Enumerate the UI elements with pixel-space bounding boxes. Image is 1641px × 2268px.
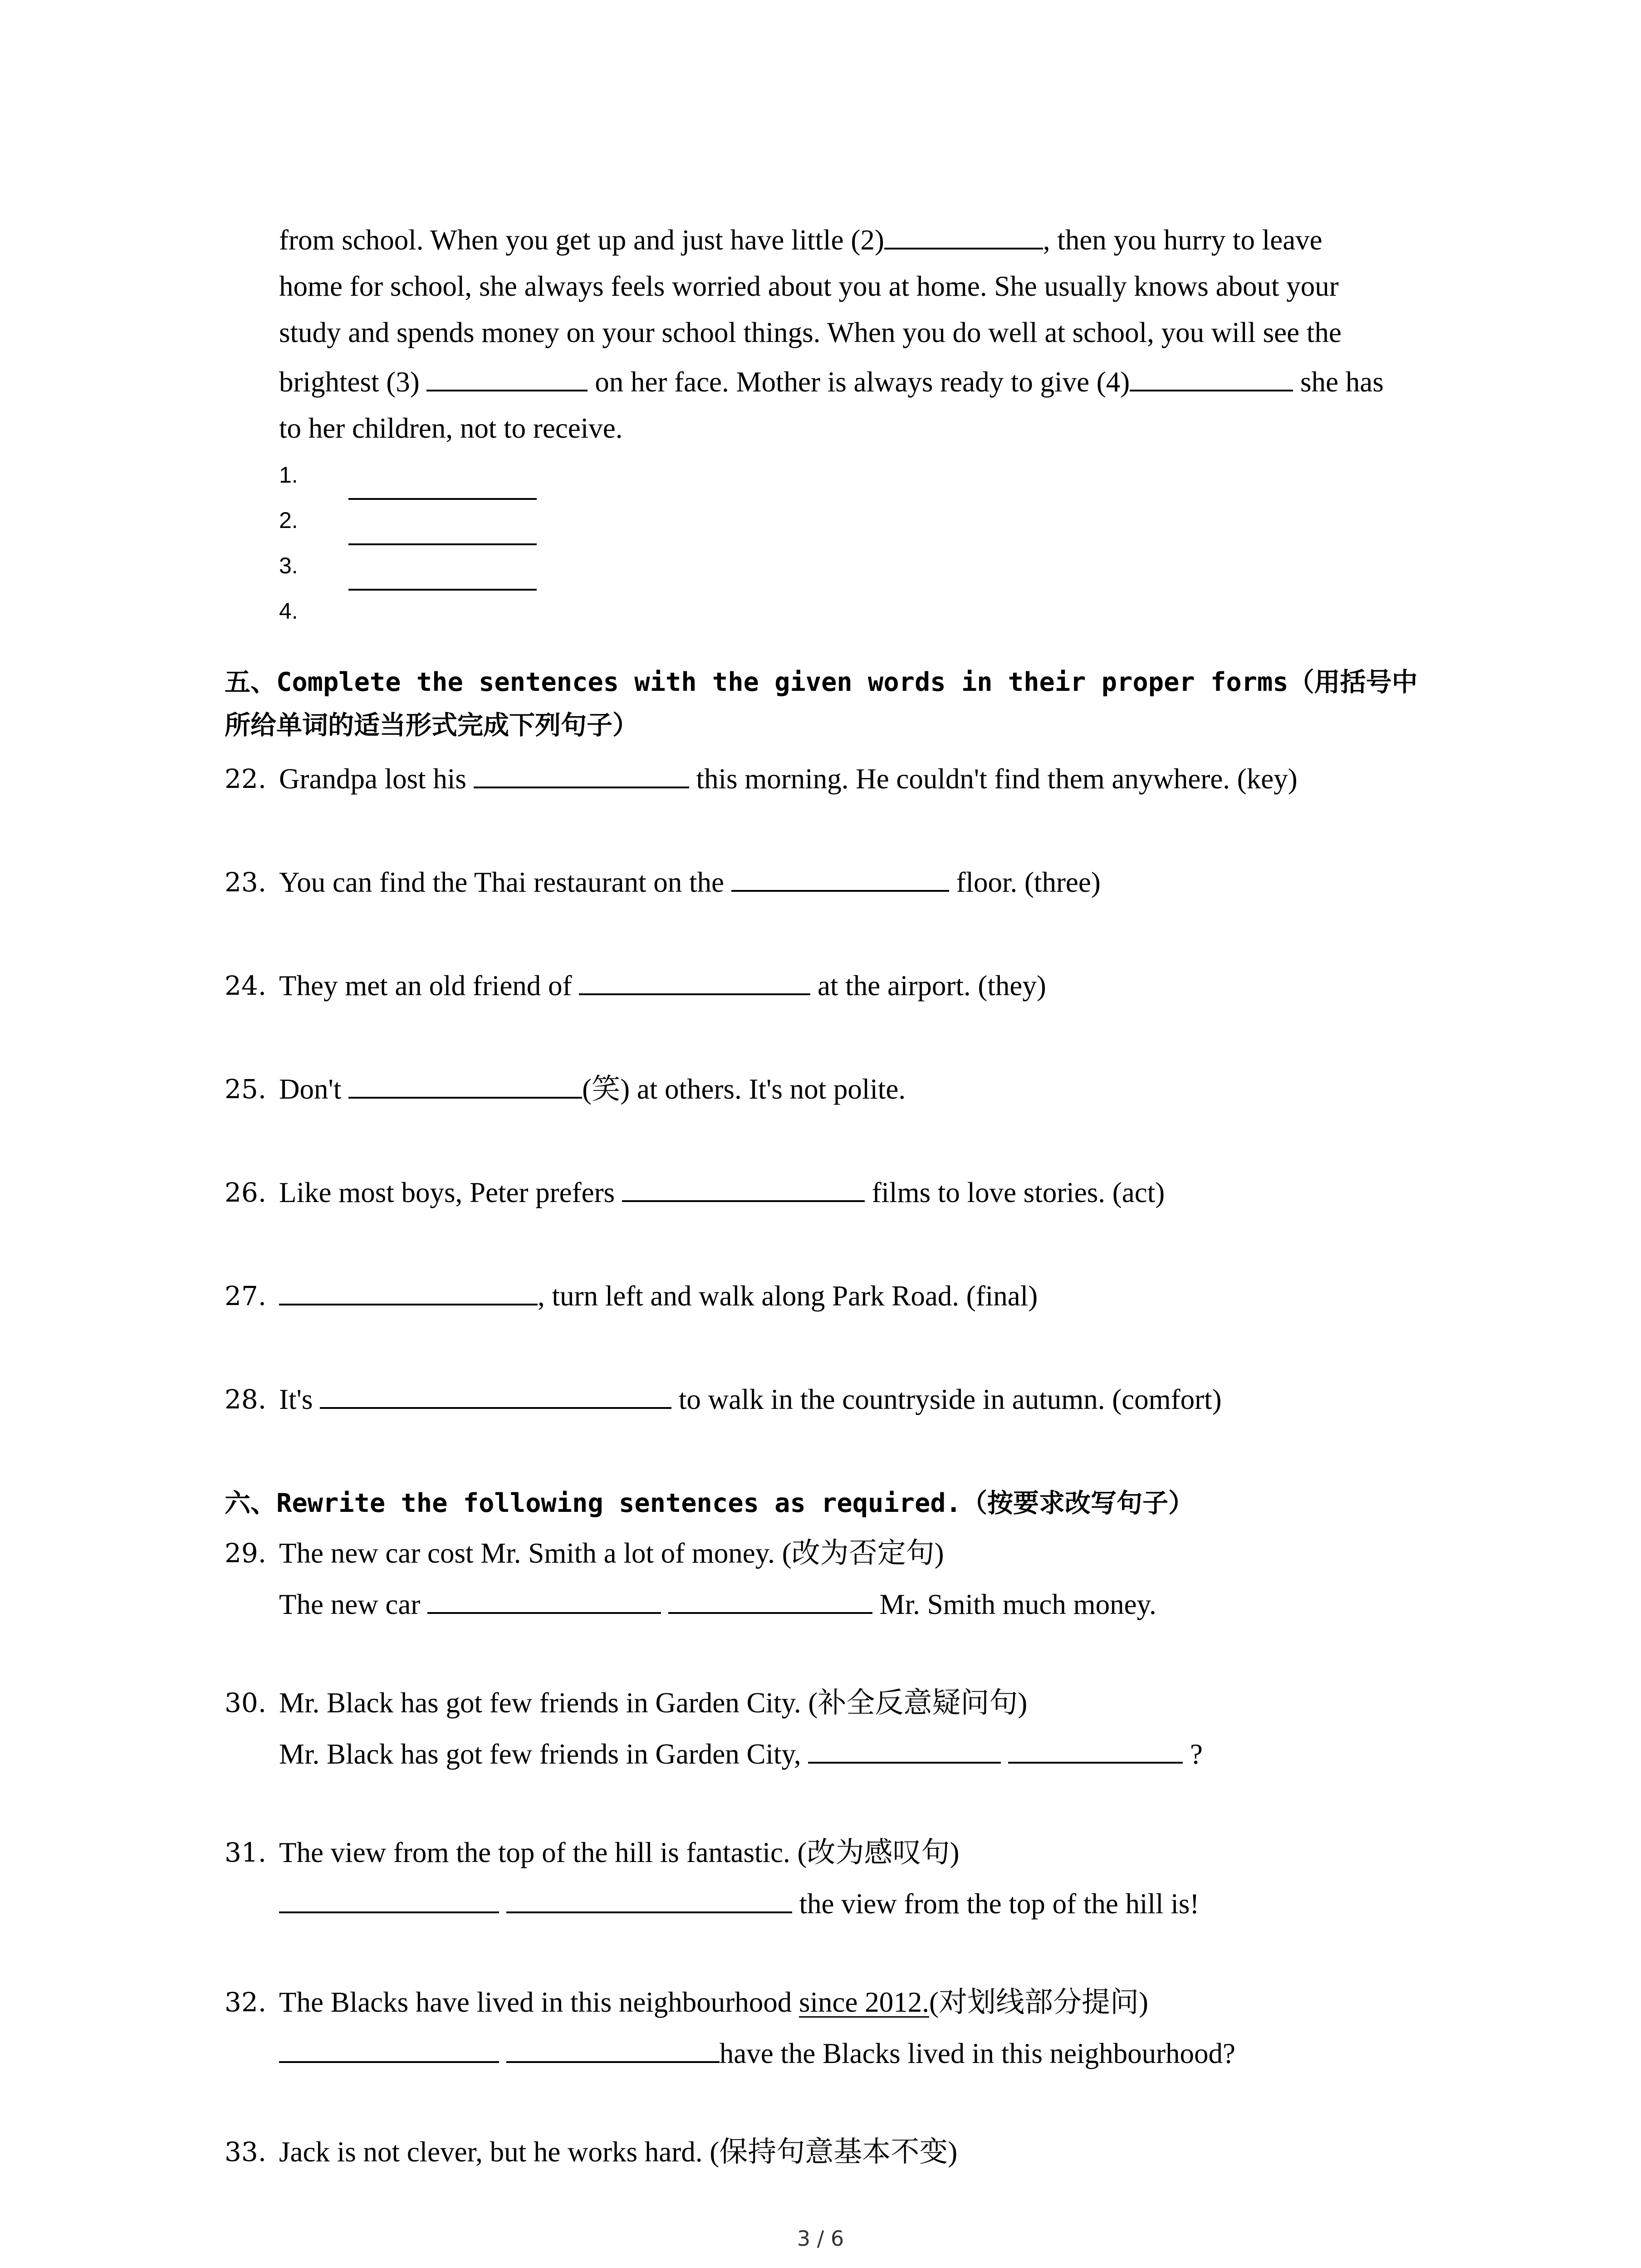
answer-line-2[interactable] [348,543,537,545]
question-number: 25. [225,1074,267,1105]
question-text: films to love stories. (act) [864,1177,1165,1208]
underlined-phrase: since 2012. [799,1986,929,2018]
passage-line-1 [279,223,1323,258]
question-32-rewrite [279,2037,1235,2071]
passage-line-5: to her children, not to receive. [279,412,623,444]
question-23 [279,865,1101,900]
answer-blank[interactable] [506,2038,720,2063]
passage-text: , then you hurry to leave [1043,224,1323,256]
answer-number: 2. [279,508,298,533]
answer-number: 3. [279,553,298,578]
question-27 [279,1279,1038,1314]
question-29: The new car cost Mr. Smith a lot of money. (改为否定句) [279,1537,944,1569]
question-31-rewrite [279,1887,1199,1921]
question-text: Mr. Smith much money. [872,1589,1156,1620]
answer-blank[interactable] [279,1889,499,1913]
answer-blank[interactable] [668,1589,872,1614]
question-number: 28. [225,1384,267,1415]
passage-text: brightest (3) [279,366,427,398]
answer-line-3[interactable] [348,589,537,591]
question-text: have the Blacks lived in this neighbourhood? [719,2038,1236,2069]
question-text: the view from the top of the hill is! [792,1888,1200,1920]
question-25 [279,1072,906,1107]
question-text: ? [1183,1738,1203,1770]
answer-blank[interactable] [1008,1739,1183,1764]
question-number: 22. [225,763,267,794]
question-22 [279,762,1298,797]
answer-blank-2[interactable] [884,225,1043,249]
answer-blank[interactable] [279,2038,499,2063]
question-32 [279,1985,1148,2020]
question-30: Mr. Black has got few friends in Garden City. (补全反意疑问句) [279,1687,1028,1719]
passage-text: she has [1293,366,1384,398]
question-number: 24. [225,970,267,1001]
question-number: 23. [225,867,267,898]
answer-blank[interactable] [622,1178,865,1202]
question-text: It's [279,1383,320,1415]
question-number: 27. [225,1281,267,1311]
answer-number: 1. [279,462,298,488]
question-text: (对划线部分提问) [929,1986,1148,2018]
section-heading-6: 六、Rewrite the following sentences as required.（按要求改写句子） [225,1488,1194,1518]
passage-text: on her face. Mother is always ready to give (4) [588,366,1130,398]
answer-blank[interactable] [348,1074,582,1099]
page-number: 3 / 6 [797,2226,844,2251]
question-29-rewrite [279,1588,1156,1622]
question-number: 31. [225,1837,267,1868]
question-text: Like most boys, Peter prefers [279,1177,622,1208]
question-text: , turn left and walk along Park Road. (final) [538,1280,1038,1312]
answer-blank[interactable] [320,1384,671,1409]
question-text: They met an old friend of [279,970,579,1002]
question-number: 29. [225,1538,267,1569]
question-24 [279,969,1046,1003]
passage-line-3: study and spends money on your school things. When you do well at school, you will see the [279,317,1342,348]
question-text: (笑) at others. It's not polite. [582,1073,906,1105]
question-33: Jack is not clever, but he works hard. (保持句意基本不变) [279,2136,958,2168]
question-text: to walk in the countryside in autumn. (comfort) [671,1383,1222,1415]
section-heading-5: 五、Complete the sentences with the given words in their proper forms（用括号中 [225,667,1418,697]
answer-blank-4[interactable] [1130,367,1293,391]
question-26 [279,1176,1165,1210]
question-28 [279,1383,1222,1417]
answer-blank[interactable] [731,867,949,892]
answer-blank[interactable] [579,971,810,995]
answer-blank[interactable] [506,1889,792,1913]
answer-blank-3[interactable] [426,367,588,391]
question-number: 30. [225,1687,267,1718]
question-text: Don't [279,1073,349,1105]
question-text: The new car [279,1589,428,1620]
question-number: 26. [225,1177,267,1208]
passage-line-4 [279,365,1384,400]
answer-blank[interactable] [474,764,689,788]
question-30-rewrite [279,1737,1203,1772]
answer-blank[interactable] [279,1281,538,1305]
question-number: 32. [225,1987,267,2018]
answer-blank[interactable] [427,1589,661,1614]
question-text: at the airport. (they) [810,970,1046,1002]
section-heading-5-cont: 所给单词的适当形式完成下列句子） [225,710,638,740]
question-text: this morning. He couldn't find them anywhere. (key) [689,763,1298,795]
question-text: Mr. Black has got few friends in Garden City, [279,1738,808,1770]
answer-number: 4. [279,598,298,624]
question-text: The Blacks have lived in this neighbourhood [279,1986,799,2018]
answer-blank[interactable] [808,1739,1001,1764]
passage-line-2: home for school, she always feels worried about you at home. She usually knows about your [279,270,1339,302]
question-text: You can find the Thai restaurant on the [279,866,731,898]
passage-text: from school. When you get up and just have little (2) [279,224,884,256]
question-number: 33. [225,2136,267,2167]
question-31: The view from the top of the hill is fantastic. (改为感叹句) [279,1837,960,1868]
question-text: floor. (three) [949,866,1101,898]
question-text: Grandpa lost his [279,763,474,795]
answer-line-1[interactable] [348,498,537,500]
